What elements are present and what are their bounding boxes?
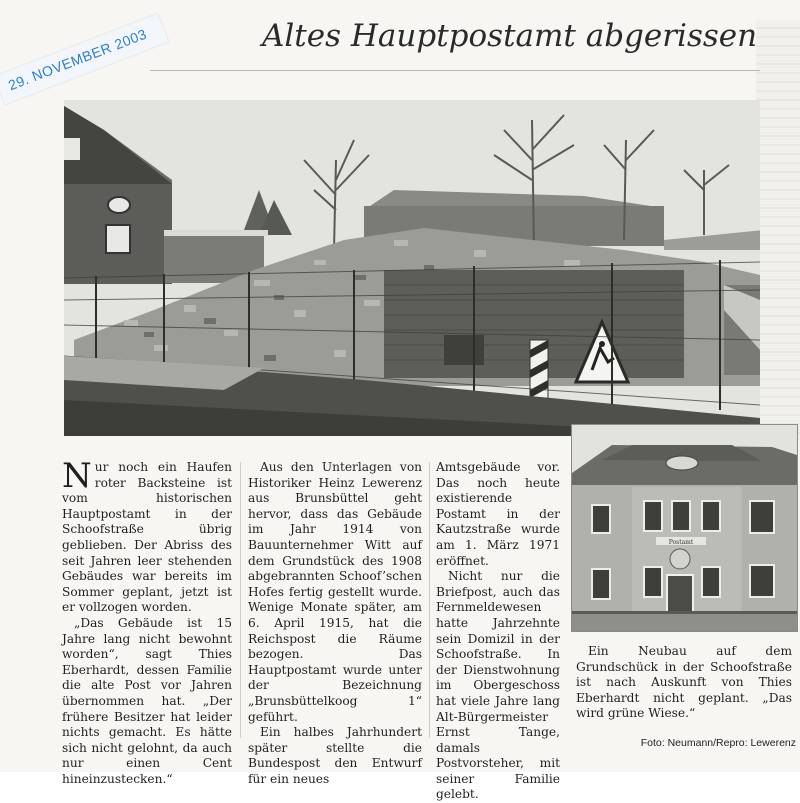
column-divider	[429, 462, 430, 738]
adjacent-page-bleed	[756, 20, 800, 440]
photo-credit: Foto: Neumann/Repro: Lewerenz	[640, 737, 796, 749]
article-column-2	[248, 460, 422, 787]
column-2-paragraph-2: Ein halbes Jahrhundert später stellte die Bundespost den Entwurf für ein neues	[248, 725, 422, 786]
article-column-4	[576, 644, 792, 722]
demolition-photo	[64, 100, 760, 436]
column-4-paragraph-1: Ein Neubau auf dem Grundschück in der Schoofstraße ist nach Auskunft von Thies Eberhardt nicht geplant. „Das wird grüne Wiese.“	[576, 644, 792, 721]
column-3-paragraph-1: Amtsgebäude vor. Das noch heute existierende Postamt in der Kautzstraße wurde am 1. März 1971 eröffnet.	[436, 460, 560, 568]
headline-rule	[150, 70, 760, 71]
column-1-paragraph-1: Nur noch ein Haufen roter Backsteine ist vom historischen Hauptpostamt in der Schoofstraße übrig geblieben. Der Abriss des seit Jahren leer stehenden Gebäudes war bereits im Sommer geplant, jetzt ist er vollzogen worden.	[62, 456, 232, 615]
date-stamp-text: 29. NOVEMBER 2003	[5, 25, 149, 94]
article-column-3	[436, 460, 560, 803]
date-stamp	[0, 14, 169, 105]
historic-post-office-photo	[571, 424, 798, 632]
column-divider	[240, 462, 241, 738]
drop-cap: N	[62, 456, 92, 496]
small-photo-sign: Postamt	[668, 539, 694, 546]
column-2-paragraph-1: Aus den Unterlagen von Historiker Heinz Lewerenz aus Brunsbüttel geht hervor, dass das Gebäude im Jahr 1914 von Bauunternehmer Witt auf dem Grundstück des 1908 abgebrannten Schoof’schen Hofes fertig gestellt wurde. Wenige Monate später, am 6. April 1915, hat die Reichspost die Räume bezogen. Das Hauptpostamt wurde unter der Bezeichnung „Brunsbüttelkoog 1“ geführt.	[248, 460, 422, 724]
column-3-paragraph-2: Nicht nur die Briefpost, auch das Fernmeldewesen hatte Jahrzehnte sein Domizil in der Schoofstraße. In der Dienstwohnung im Obergeschoss hat viele Jahre lang Alt-Bürgermeister Ernst Tange, damals Postvorsteher, mit seiner Familie gelebt.	[436, 569, 560, 802]
article-column-1	[62, 456, 232, 787]
article-headline: Altes Hauptpostamt abgerissen	[262, 18, 758, 54]
column-1-paragraph-2: „Das Gebäude ist 15 Jahre lang nicht bewohnt worden“, sagt Thies Eberhardt, dessen Familie die alte Post vor Jahren übernommen hat. „Der frühere Besitzer hat leider nichts gemacht. Es hätte sich nicht gelohnt, da auch nur einen Cent hineinzustecken.“	[62, 615, 232, 786]
